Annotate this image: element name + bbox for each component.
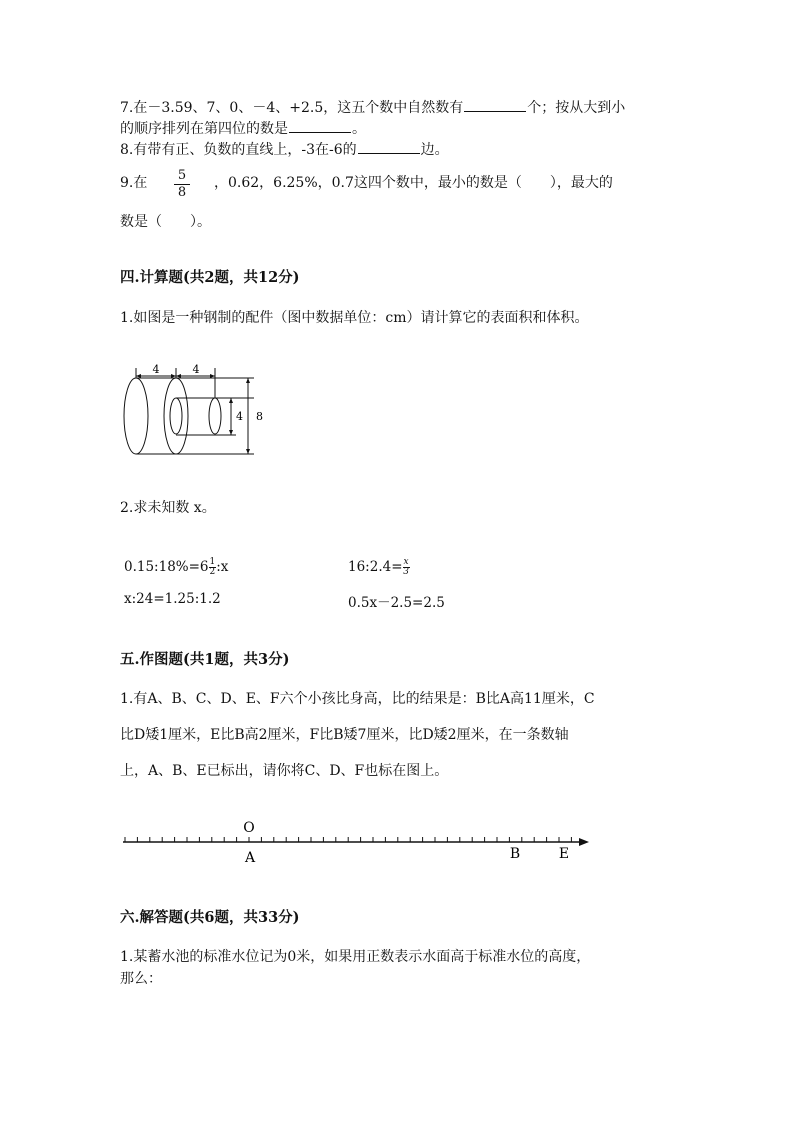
answer-blank[interactable] bbox=[289, 118, 351, 133]
q9-line2: 数是（ ）。 bbox=[120, 214, 211, 230]
draw-q1-line3: 上，A、B、E已标出，请你将C、D、F也标在图上。 bbox=[120, 763, 449, 779]
answer-q1-line2: 那么： bbox=[120, 971, 162, 987]
arrowhead bbox=[176, 374, 181, 378]
equation-2: 16:2.4= $\frac{x}{3}$ bbox=[348, 557, 409, 577]
inner-cylinder-start bbox=[170, 398, 182, 434]
label-e: E bbox=[558, 846, 570, 862]
arrowhead bbox=[246, 449, 250, 454]
arrowhead bbox=[136, 374, 141, 378]
arrowhead bbox=[229, 430, 233, 435]
number-line bbox=[115, 815, 595, 867]
section5-heading: 五.作图题(共1题，共3分) bbox=[120, 651, 290, 668]
section6-heading: 六.解答题(共6题，共33分) bbox=[120, 909, 300, 926]
q9-fraction bbox=[174, 168, 190, 201]
q7-line1: 7.在－3.59、7、0、－4、+2.5，这五个数中自然数有 个；按从大到小 bbox=[120, 97, 625, 118]
label-b: B bbox=[509, 846, 521, 862]
arrowhead bbox=[171, 374, 176, 378]
q7-line2: 的顺序排列在第四位的数是 。 bbox=[120, 118, 366, 139]
dim-label-inner: 4 bbox=[236, 410, 243, 423]
mixed-fraction: $\frac{1}{2}$ bbox=[209, 557, 216, 577]
calc-q1: 1.如图是一种钢制的配件（图中数据单位：cm）请计算它的表面积和体积。 bbox=[120, 310, 589, 326]
number-line-arrow bbox=[579, 838, 589, 846]
q9-prefix: 9.在 bbox=[120, 175, 148, 191]
steel-part-figure bbox=[118, 358, 278, 462]
fraction: $\frac{x}{3}$ bbox=[403, 557, 409, 577]
arrowhead bbox=[210, 374, 215, 378]
outer-cylinder-back bbox=[124, 378, 148, 454]
section4-heading: 四.计算题(共2题，共12分) bbox=[120, 269, 300, 286]
label-origin: O bbox=[243, 820, 255, 836]
arrowhead bbox=[246, 378, 250, 383]
dim-label-right: 4 bbox=[192, 363, 200, 376]
calc-q2: 2.求未知数 x。 bbox=[120, 500, 216, 516]
q9-rest: ，0.62，6.25%，0.7这四个数中，最小的数是（ ），最大的 bbox=[214, 175, 613, 191]
inner-cylinder-end bbox=[209, 398, 221, 434]
equation-3: x:24=1.25:1.2 bbox=[124, 591, 221, 607]
answer-blank[interactable] bbox=[464, 97, 526, 112]
q8-line: 8.有带有正、负数的直线上，-3在-6的 边。 bbox=[120, 139, 449, 160]
fraction-denominator: 8 bbox=[177, 185, 187, 200]
draw-q1-line2: 比D矮1厘米，E比B高2厘米，F比B矮7厘米，比D矮2厘米，在一条数轴 bbox=[120, 727, 569, 743]
equation-4: 0.5x－2.5=2.5 bbox=[348, 595, 445, 611]
dim-label-outer: 8 bbox=[256, 410, 263, 423]
draw-q1-line1: 1.有A、B、C、D、E、F六个小孩比身高，比的结果是：B比A高11厘米，C bbox=[120, 691, 595, 707]
dim-label-left: 4 bbox=[152, 363, 160, 376]
answer-blank[interactable] bbox=[358, 139, 420, 154]
label-a: A bbox=[244, 850, 256, 866]
fraction-numerator: 5 bbox=[174, 168, 190, 185]
answer-q1-line1: 1.某蓄水池的标准水位记为0米，如果用正数表示水面高于标准水位的高度， bbox=[120, 949, 591, 965]
equation-1: 0.15:18%=6 $\frac{1}{2}$ :x bbox=[124, 557, 229, 577]
arrowhead bbox=[229, 398, 233, 403]
